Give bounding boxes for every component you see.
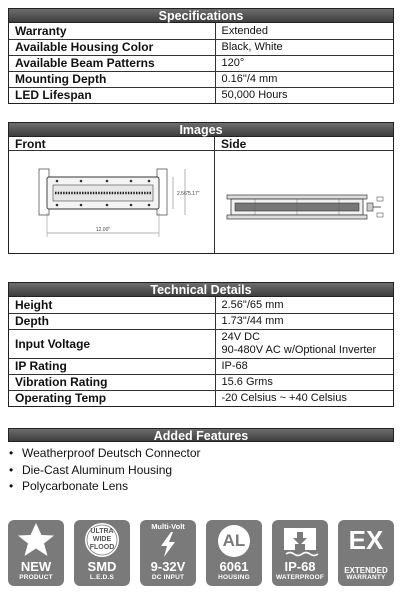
feature-text: Die-Cast Aluminum Housing [22,462,173,477]
overall-dimension: 5.17" [188,191,200,197]
technical-details-header: Technical Details [9,283,393,297]
badge-small-text: HOUSING [218,574,250,581]
spec-value: Black, White [215,39,393,55]
list-item [8,478,394,495]
wide-line: WIDE [92,536,112,543]
badge-smd-leds [74,520,130,586]
badge-extended-warranty [338,520,394,586]
spec-value: Extended [215,23,393,39]
specifications-header: Specifications [9,9,393,23]
badge-new-product [8,520,64,586]
badge-waterproof [272,520,328,586]
badge-small-text: DC INPUT [151,574,185,581]
height-dimension: 2.56" [177,191,189,197]
technical-details-section [8,282,394,407]
specifications-section [8,8,394,104]
spec-value: 50,000 Hours [215,87,393,103]
spec-value: 0.16"/4 mm [215,71,393,87]
images-header: Images [9,123,393,137]
badge-big-text: SMD [87,559,117,574]
badge-small-text: WARRANTY [346,574,386,581]
tech-value: 2.56"/65 mm [215,297,393,313]
ultra-line: ULTRA [90,528,114,535]
images-column-headers [9,137,393,151]
spec-value: 120° [215,55,393,71]
bullet: • [9,446,14,460]
table-row [9,313,393,329]
ultra-wide-flood-text [74,528,130,552]
badge-big-text: IP-68 [284,559,316,574]
feature-badges [8,520,394,586]
spec-label: Available Beam Patterns [9,55,215,71]
side-view-drawing [215,151,393,253]
badge-big-text: EXTENDED [344,566,388,575]
tech-label: Height [9,297,215,313]
specifications-table [9,23,393,103]
table-row [9,390,393,406]
badge-big-text: 6061 [219,559,249,574]
input-voltage-ac: 90-480V AC w/Optional Inverter [221,343,377,356]
table-row [9,71,393,87]
table-row [9,39,393,55]
side-view-cell [215,151,393,253]
aluminum-mark: AL [222,531,246,550]
feature-text: Weatherproof Deutsch Connector [22,446,201,460]
tech-label: IP Rating [9,358,215,374]
technical-details-table [9,297,393,406]
bullet: • [9,462,14,477]
badge-small-text: L.E.D.S [89,574,115,581]
width-dimension: 12.00" [95,227,111,233]
bullet: • [9,479,14,493]
tech-label: Input Voltage [9,329,215,358]
images-body [9,151,393,253]
badge-top-text: Multi-Volt [151,522,185,531]
side-label: Side [221,137,247,151]
tech-value: 15.6 Grms [215,374,393,390]
table-row [9,87,393,103]
front-view-cell [9,151,215,253]
table-row [9,55,393,71]
list-item [8,462,394,479]
spec-label: Warranty [9,23,215,39]
tech-value: -20 Celsius ~ +40 Celsius [215,390,393,406]
front-label: Front [9,137,215,150]
input-voltage-dc: 24V DC [221,330,261,343]
badge-aluminum-housing [206,520,262,586]
tech-label: Operating Temp [9,390,215,406]
badge-small-text: PRODUCT [19,574,53,581]
badge-multi-volt [140,520,196,586]
front-view-drawing [9,151,215,253]
table-row [9,358,393,374]
flood-line: FLOOD [89,544,115,551]
table-row [9,329,393,358]
tech-label: Vibration Rating [9,374,215,390]
lightning-icon [140,520,196,560]
spec-label: Available Housing Color [9,39,215,55]
tech-value: IP-68 [215,358,393,374]
tech-value: 1.73"/44 mm [215,313,393,329]
table-row [9,297,393,313]
table-row [9,23,393,39]
added-features-section [8,428,394,495]
tech-label: Depth [9,313,215,329]
badge-big-text: 9-32V [150,559,186,574]
star-icon [8,520,64,560]
waterproof-icon [272,520,328,560]
list-item [8,445,394,462]
added-features-header: Added Features [8,428,394,442]
feature-text: Polycarbonate Lens [22,479,129,493]
images-section [8,122,394,254]
badge-big-text: NEW [20,559,52,574]
spec-label: LED Lifespan [9,87,215,103]
extended-warranty-icon: EX [348,525,384,555]
tech-value [215,329,393,358]
table-row [9,374,393,390]
badge-small-text: WATERPROOF [275,574,325,581]
spec-label: Mounting Depth [9,71,215,87]
features-list [8,445,394,495]
